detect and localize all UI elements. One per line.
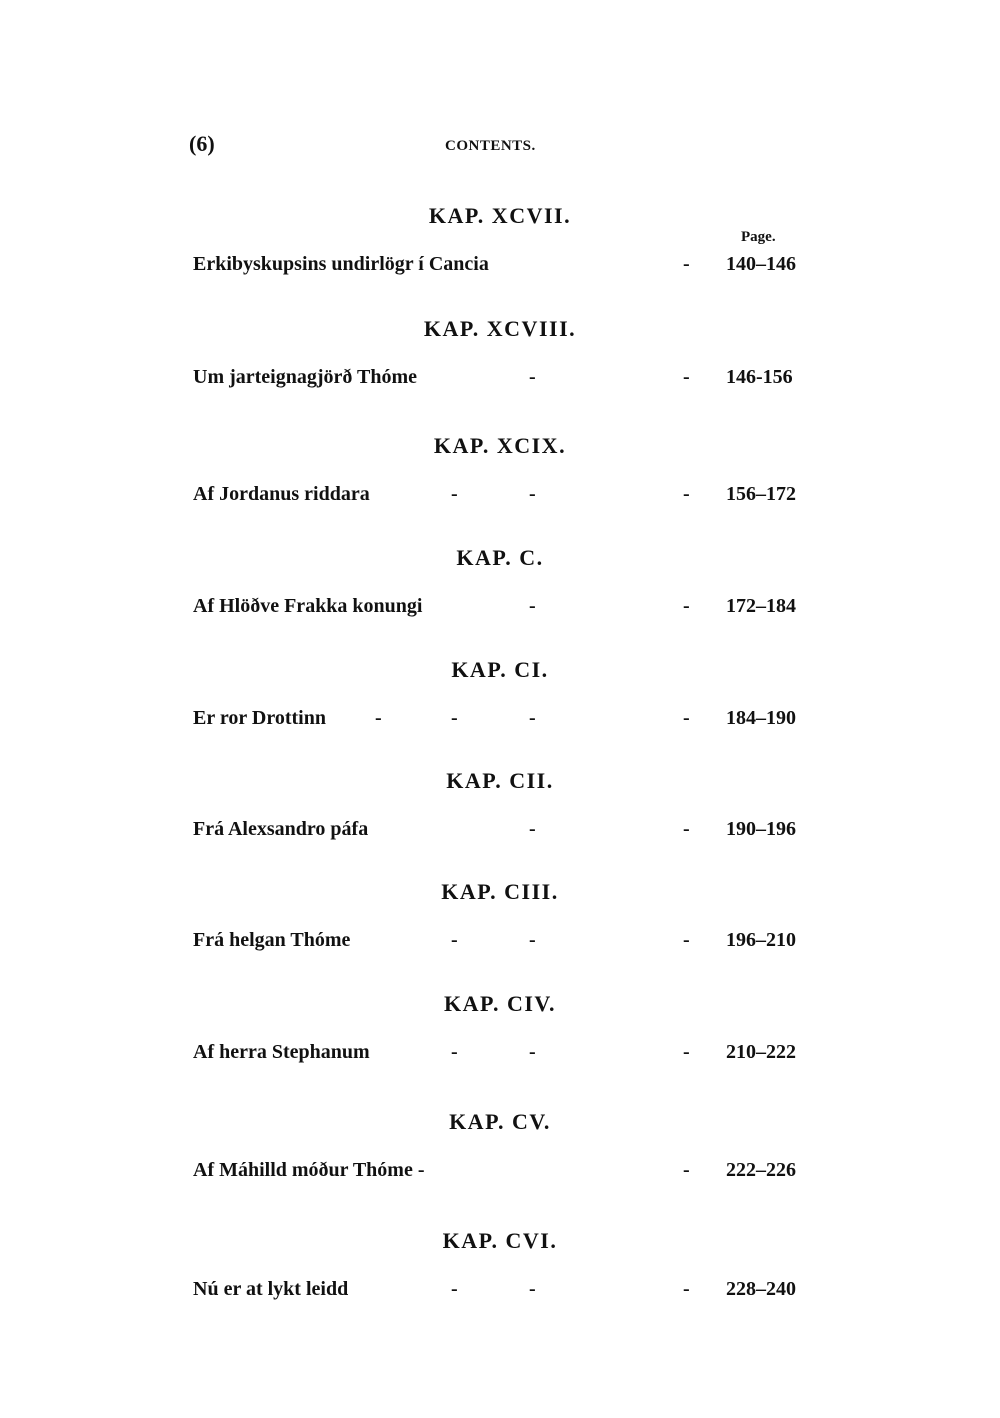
leader-dash: - (683, 483, 690, 505)
toc-entry (0, 595, 1000, 623)
toc-entry (0, 483, 1000, 511)
entry-title: Af herra Stephanum (193, 1041, 370, 1063)
entry-title: Frá helgan Thóme (193, 929, 351, 951)
chapter-heading: KAP. C. (456, 545, 544, 570)
toc-entry (0, 253, 1000, 281)
toc-entry (0, 1159, 1000, 1187)
entry-title: Nú er at lykt leidd (193, 1278, 349, 1300)
entry-pages: 190–196 (726, 818, 796, 840)
leader-dash: - (529, 707, 536, 729)
chapter-heading: KAP. XCVIII. (423, 316, 577, 341)
chapter-heading: KAP. CVI. (442, 1228, 558, 1253)
toc-entry (0, 1041, 1000, 1069)
leader-dash: - (529, 929, 536, 951)
entry-pages: 222–226 (726, 1159, 796, 1181)
leader-dash: - (451, 929, 458, 951)
entry-pages: 228–240 (726, 1278, 796, 1300)
leader-dash: - (683, 366, 690, 388)
toc-section (0, 1109, 1000, 1189)
leader-dash: - (683, 818, 690, 840)
chapter-heading: KAP. XCIX. (433, 433, 567, 458)
leader-dash: - (529, 818, 536, 840)
toc-section (0, 768, 1000, 848)
chapter-heading: KAP. CV. (449, 1109, 551, 1134)
leader-dash: - (683, 1278, 690, 1300)
entry-title: Af Jordanus riddara (193, 483, 370, 505)
page-column-label: Page. (741, 229, 776, 245)
toc-section (0, 991, 1000, 1071)
leader-dash: - (529, 1041, 536, 1063)
leader-dash: - (451, 483, 458, 505)
entry-title: Af Máhilld móður Thóme - (193, 1159, 425, 1181)
leader-dash: - (683, 253, 690, 275)
leader-dash: - (451, 1041, 458, 1063)
leader-dash: - (451, 707, 458, 729)
toc-entry (0, 818, 1000, 846)
entry-pages: 146-156 (726, 366, 793, 388)
entry-pages: 184–190 (726, 707, 796, 729)
toc-section (0, 433, 1000, 513)
chapter-heading: KAP. CIV. (444, 991, 556, 1016)
entry-pages: 156–172 (726, 483, 796, 505)
entry-title: Um jarteignagjörð Thóme (193, 366, 418, 388)
toc-section (0, 203, 1000, 283)
chapter-heading: KAP. XCVII. (428, 203, 572, 228)
leader-dash: - (683, 1159, 690, 1181)
chapter-heading: KAP. CII. (446, 768, 554, 793)
entry-title: Af Hlöðve Frakka konungi (193, 595, 423, 617)
chapter-heading: KAP. CIII. (441, 879, 559, 904)
toc-entry (0, 707, 1000, 735)
leader-dash: - (683, 595, 690, 617)
leader-dash: - (529, 366, 536, 388)
entry-pages: 172–184 (726, 595, 796, 617)
entry-pages: 210–222 (726, 1041, 796, 1063)
entry-pages: 196–210 (726, 929, 796, 951)
toc-section (0, 316, 1000, 396)
toc-section (0, 545, 1000, 625)
toc-section (0, 879, 1000, 959)
page-folio: (6) (189, 131, 215, 156)
leader-dash: - (683, 929, 690, 951)
leader-dash: - (529, 483, 536, 505)
toc-section (0, 1228, 1000, 1308)
toc-entry (0, 366, 1000, 394)
leader-dash: - (683, 1041, 690, 1063)
leader-dash: - (375, 707, 382, 729)
running-title: CONTENTS. (445, 138, 536, 154)
toc-section (0, 657, 1000, 737)
leader-dash: - (529, 595, 536, 617)
chapter-heading: KAP. CI. (451, 657, 549, 682)
leader-dash: - (451, 1278, 458, 1300)
leader-dash: - (529, 1278, 536, 1300)
entry-title: Er ror Drottinn (193, 707, 326, 729)
entry-title: Frá Alexsandro páfa (193, 818, 369, 840)
entry-title: Erkibyskupsins undirlögr í Cancia (193, 253, 489, 275)
toc-entry (0, 1278, 1000, 1306)
leader-dash: - (683, 707, 690, 729)
toc-entry (0, 929, 1000, 957)
entry-pages: 140–146 (726, 253, 796, 275)
